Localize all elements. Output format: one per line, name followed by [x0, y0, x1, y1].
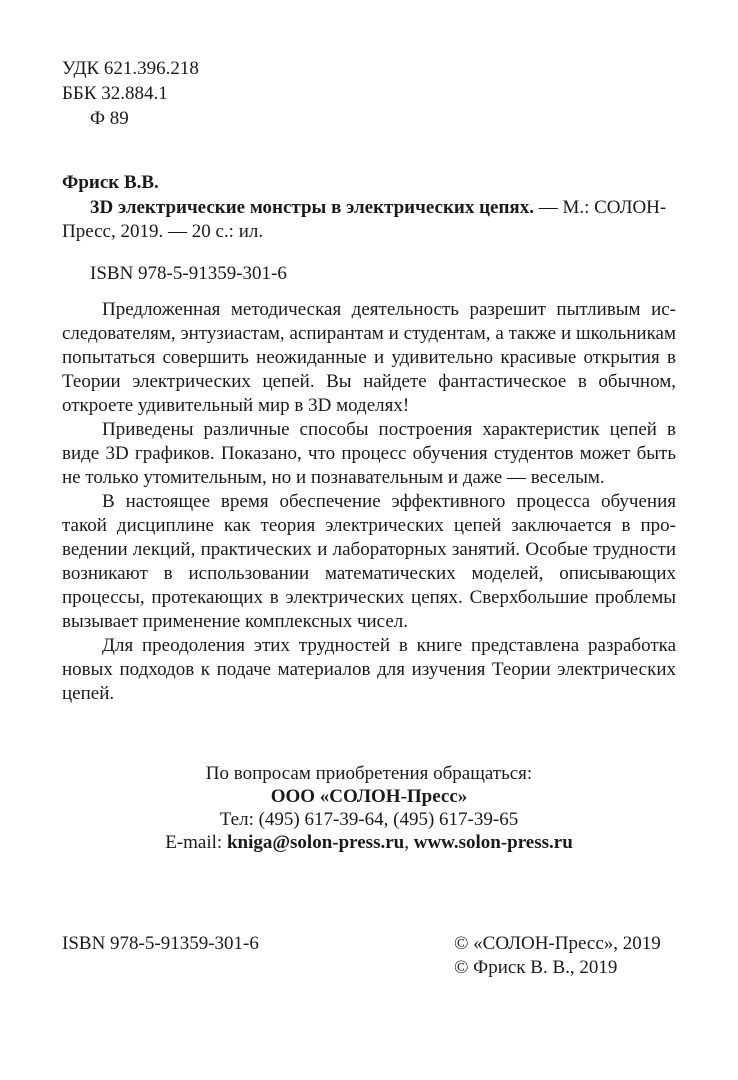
phone-numbers: Тел: (495) 617-39-64, (495) 617-39-65: [219, 809, 519, 830]
udk-code: УДК 621.396.218: [62, 58, 199, 79]
abstract-paragraph: Приведены различные способы построения характеристик цепей в виде 3D графиков. Показано, что процесс обучения студентов может быть не только утомительным, но и познавательным и даже — веселым.: [62, 419, 676, 488]
links-separator: ,: [404, 832, 414, 853]
author-mark: Ф 89: [90, 108, 129, 129]
bbk-code: ББК 32.884.1: [62, 83, 168, 104]
email-link[interactable]: kniga@solon-press.ru: [226, 832, 405, 853]
abstract: [62, 298, 676, 706]
company-name: ООО «СОЛОН-Пресс»: [270, 786, 468, 807]
author-name: Фриск В.В.: [62, 172, 159, 193]
isbn-footer: ISBN 978-5-91359-301-6: [62, 933, 259, 954]
contacts-heading: По вопросам приобретения обращаться:: [205, 763, 533, 784]
publisher-line-1: — М.: СОЛОН-: [533, 197, 667, 218]
copyright-author: © Фриск В. В., 2019: [454, 957, 618, 978]
website-link[interactable]: www.solon-press.ru: [413, 832, 573, 853]
isbn-top: ISBN 978-5-91359-301-6: [90, 263, 287, 284]
contacts-block: [0, 762, 738, 854]
book-title: 3D электрические монстры в электрических цепях.: [90, 197, 534, 218]
abstract-paragraph: Предложенная методическая деятельность разрешит пытливым исследователям, энтузиастам, аспирантам и студентам, а также и школьникам попытаться совершить неожиданные и удивительно красивые открытия в Теории электрических цепей. Вы найдете фантастическое в обычном, откроете удивительный мир в 3D моделях!: [62, 299, 676, 416]
contact-links: [0, 831, 738, 854]
bibliographic-line: [90, 196, 666, 220]
abstract-paragraph: Для преодоления этих трудностей в книге представлена разработка новых подходов к подаче материалов для изучения Теории электрических цепей.: [62, 635, 676, 704]
abstract-paragraph: В настоящее время обеспечение эффективного процесса обучения такой дисциплине как теория электрических цепей заключается в проведении лекций, практических и лабораторных занятий. Особые трудности возникают в использовании математических моделей, описывающих процессы, протекающих в электрических цепях. Сверхбольшие проблемы вызывает применение комплексных чисел.: [62, 491, 676, 632]
copyright-publisher: © «СОЛОН-Пресс», 2019: [454, 933, 661, 954]
email-label: E-mail:: [165, 832, 227, 853]
publisher-line-2: Пресс, 2019. — 20 с.: ил.: [62, 221, 264, 242]
